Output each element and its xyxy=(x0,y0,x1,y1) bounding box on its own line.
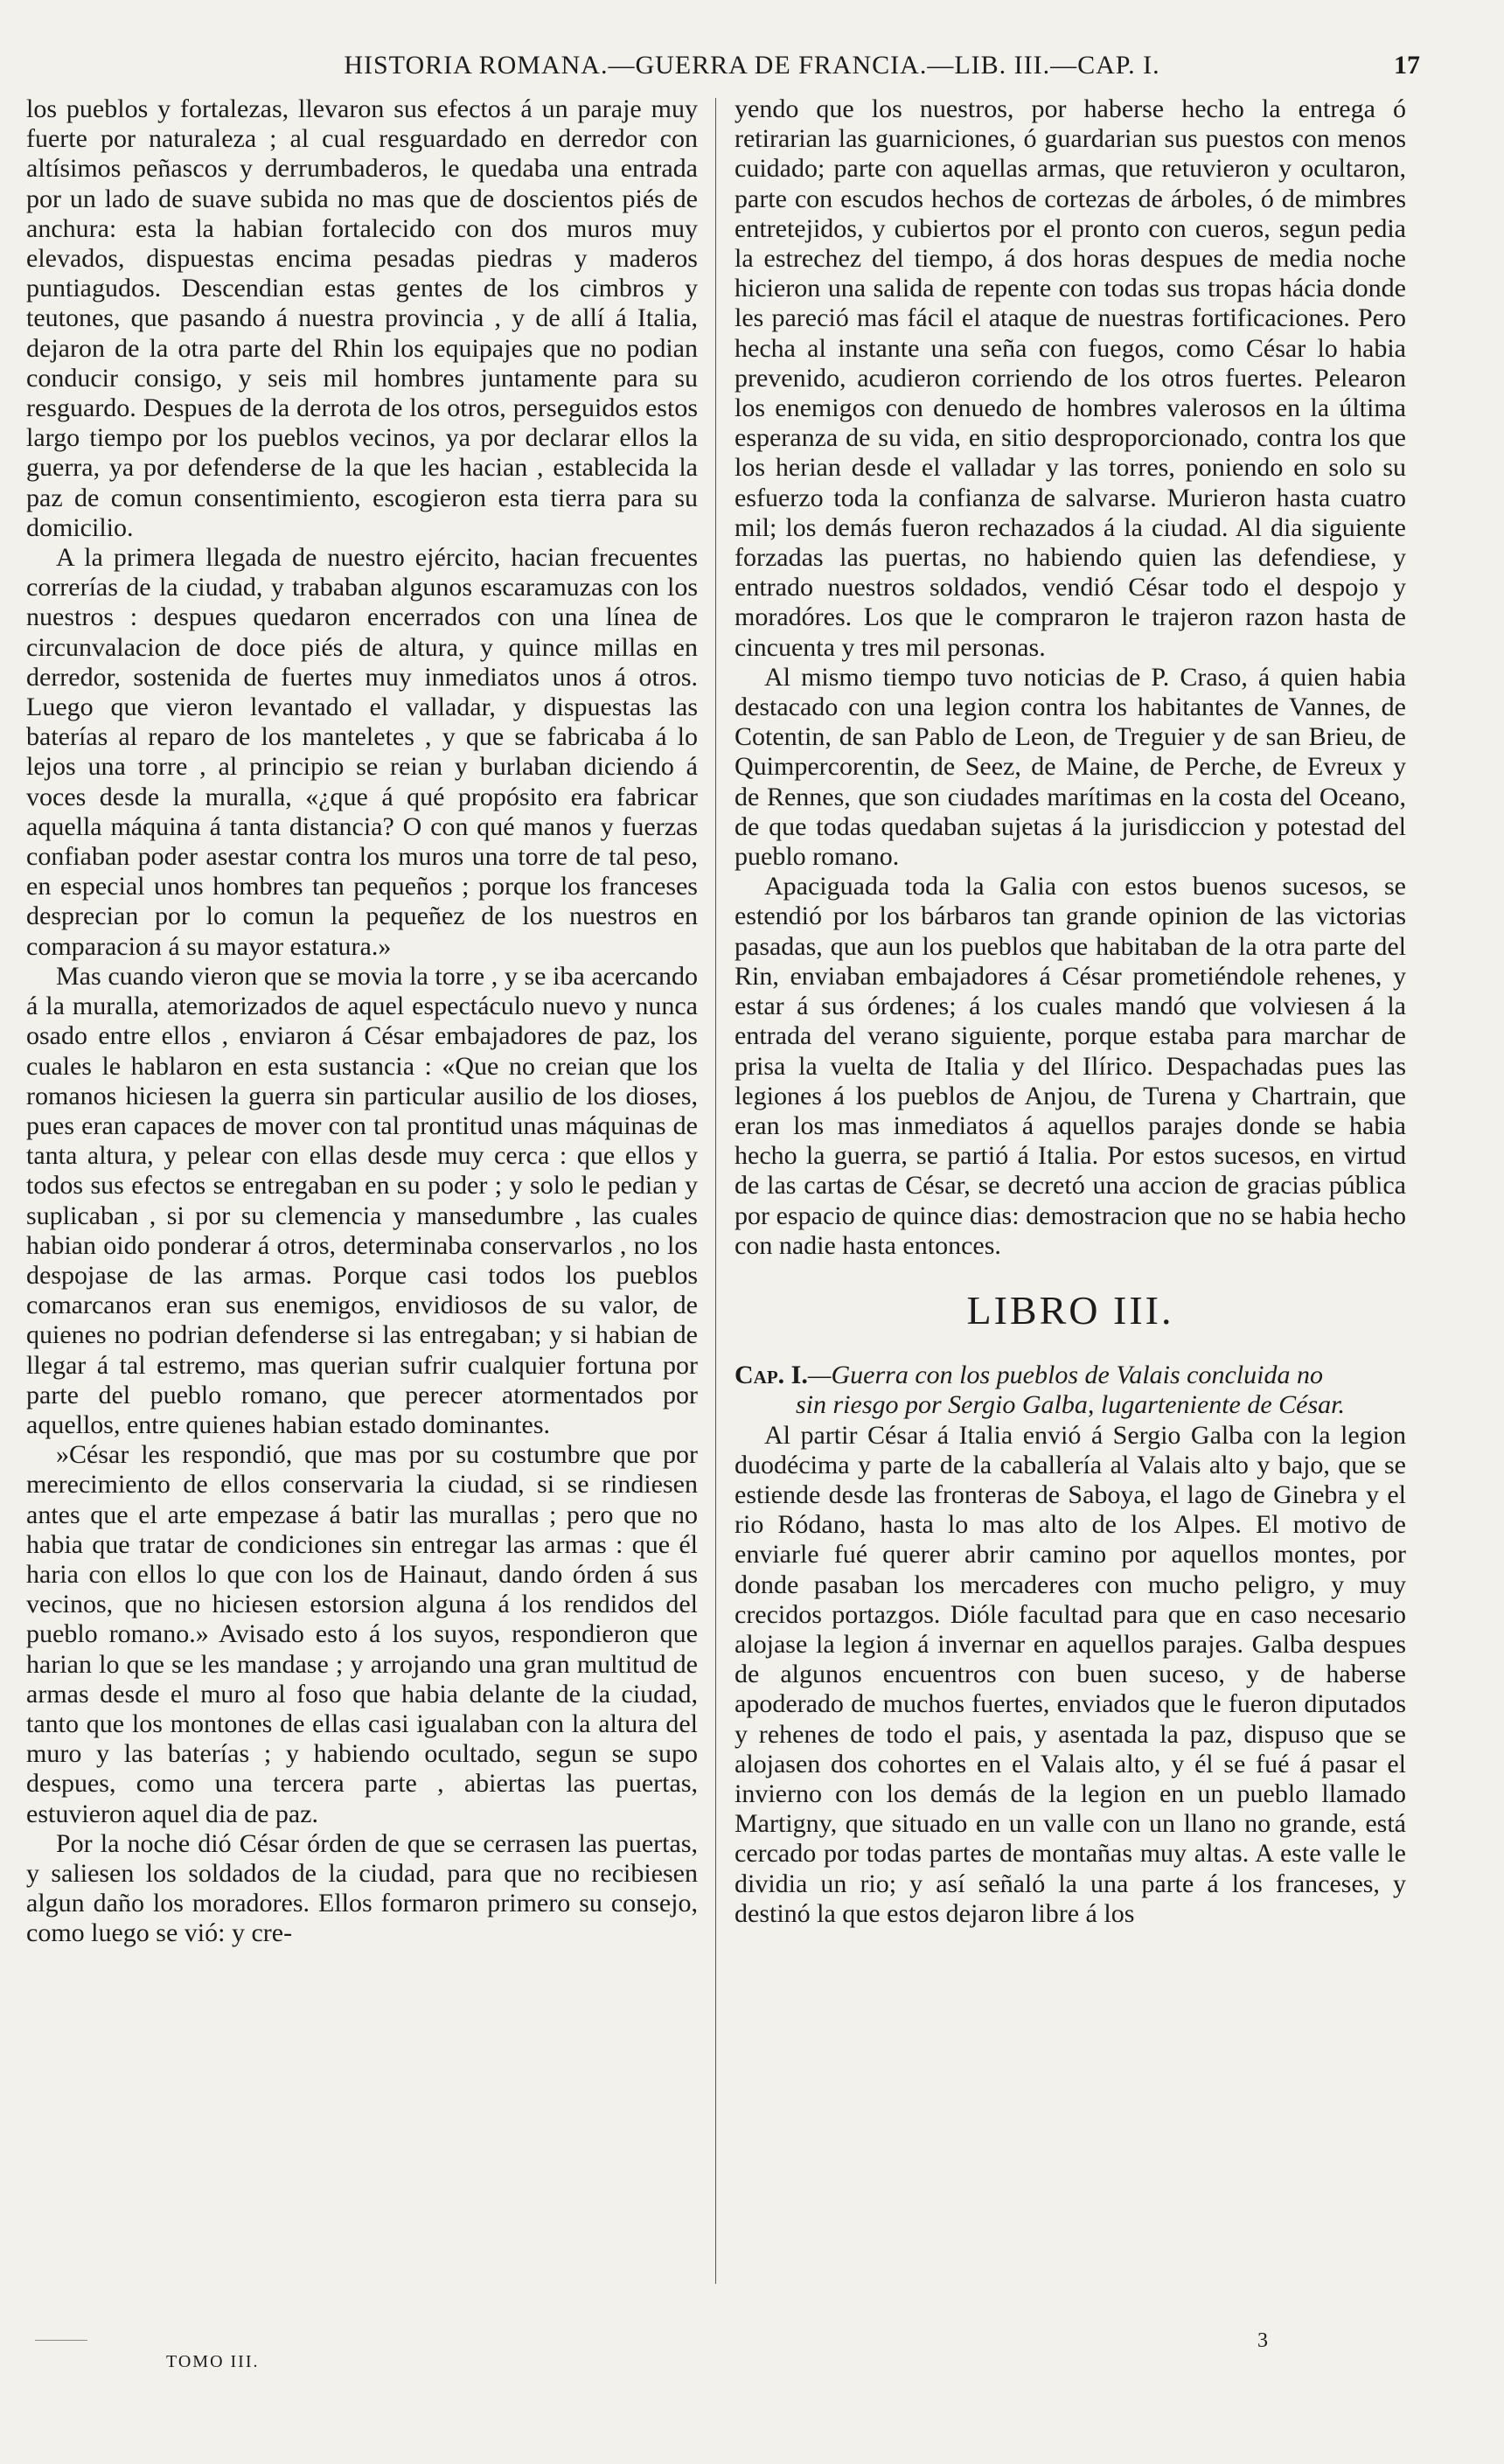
running-head xyxy=(0,51,1504,86)
paragraph: yendo que los nuestros, por haberse hecho la entrega ó retirarian las guarniciones, ó guardarian sus puestos con menos cuidado; parte con aquellas armas, que retuvieron y ocultaron, parte con escudos hechos de cortezas de árboles, ó de mimbres entretejidos, y cubiertos por el pronto con cueros, segun pedia la estrechez del tiempo, á dos horas despues de media noche hicieron una salida de repente con todas sus tropas hácia donde les pareció mas fácil el ataque de nuestras fortificaciones. Pero hecha al instante una seña con fuegos, como César lo habia prevenido, acudieron corriendo de los otros fuertes. Pelearon los enemigos con denuedo de hombres valerosos en la última esperanza de su vida, en sitio desproporcionado, contra los que los herian desde el valladar y las torres, poniendo en solo su esfuerzo toda la confianza de salvarse. Murieron hasta cuatro mil; los demás fueron rechazados á la ciudad. Al dia siguiente forzadas las puertas, no habiendo quien las defendiese, y entrado nuestros soldados, vendió César todo el despojo y moradóres. Los que le compraron le trajeron razon hasta de cincuenta y tres mil personas. xyxy=(735,94,1406,662)
chapter-title-line2: sin riesgo por Sergio Galba, lugarteniente de César. xyxy=(795,1390,1346,1420)
paragraph: A la primera llegada de nuestro ejército, hacian frecuentes correrías de la ciudad, y trababan algunos escaramuzas con los nuestros : despues quedaron encerrados con una línea de circunvalacion de doce piés de altura, y quince millas en derredor, sostenida de fuertes muy inmediatos unos á otros. Luego que vieron levantado el valladar, y dispuestas las baterías al reparo de los manteletes , y que se fabricaba á lo lejos una torre , al principio se reian y burlaban diciendo á voces desde la muralla, «¿que á qué propósito era fabricar aquella máquina á tanta distancia? O con qué manos y fuerzas confiaban poder asestar contra los muros una torre de tal peso, en especial unos hombres tan pequeños ; porque los franceses desprecian por lo comun la pequeñez de los nuestros en comparacion á su mayor estatura.» xyxy=(26,543,698,961)
right-column xyxy=(735,94,1406,1929)
paragraph: los pueblos y fortalezas, llevaron sus efectos á un paraje muy fuerte por naturaleza ; al cual resguardado en derredor con altísimos peñascos y derrumbaderos, le quedaba una entrada por un lado de suave subida no mas que de doscientos piés de anchura: esta la habian fortalecido con dos muros muy elevados, dispuestas encima pesadas piedras y maderos puntiagudos. Descendian estas gentes de los cimbros y teutones, que pasando á nuestra provincia , y de allí á Italia, dejaron de la otra parte del Rhin los equipajes que no podian conducir consigo, y seis mil hombres juntamente para su resguardo. Despues de la derrota de los otros, perseguidos estos largo tiempo por los pueblos vecinos, ya por declarar ellos la guerra, ya por defenderse de la que les hacian , establecida la paz de comun consentimiento, escogieron esta tierra para su domicilio. xyxy=(26,94,698,542)
footer-rule xyxy=(35,2340,87,2341)
chapter-paragraph: Al partir César á Italia envió á Sergio Galba con la legion duodécima y parte de la caballería al Valais alto y bajo, que se estiende desde las fronteras de Saboya, el lago de Ginebra y el rio Ródano, hasta lo mas alto de los Alpes. El motivo de enviarle fué querer abrir camino por aquellos montes, por donde pasaban los mercaderes con mucho peligro, y muy crecidos portazgos. Dióle facultad para que en caso necesario alojase la legion á invernar en aquellos parajes. Galba despues de algunos encuentros con buen suceso, y de haberse apoderado de muchos fuertes, enviados que le fueron diputados y rehenes de todo el pais, y asentada la paz, dispuso que se alojasen dos cohortes en el Valais alto, y él se fué á pasar el invierno con los demás de la legion en un pueblo llamado Martigny, que situado en un valle con un llano no grande, está cercado por todas partes de montañas muy altas. A este valle le dividia un rio; y así señaló la una parte á los franceses, y destinó la que estos dejaron libre á los xyxy=(735,1420,1406,1928)
page-number: 17 xyxy=(1394,51,1420,80)
chapter-label: Cap. I. xyxy=(735,1361,808,1390)
signature-mark: 3 xyxy=(1257,2329,1268,2352)
paragraph: Por la noche dió César órden de que se cerrasen las puertas, y saliesen los soldados de la ciudad, para que no recibiesen algun daño los moradores. Ellos formaron primero su consejo, como luego se vió: y cre- xyxy=(26,1828,698,1948)
paragraph: Al mismo tiempo tuvo noticias de P. Craso, á quien habia destacado con una legion contra los habitantes de Vannes, de Cotentin, de san Pablo de Leon, de Treguier y de san Brieu, de Quimpercorentin, de Seez, de Maine, de Perche, de Evreux y de Rennes, que son ciudades marítimas en la costa del Oceano, de que todas quedaban sujetas á la jurisdiccion y potestad del pueblo romano. xyxy=(735,662,1406,872)
paragraph: Apaciguada toda la Galia con estos buenos sucesos, se estendió por los bárbaros tan grande opinion de las victorias pasadas, que aun los pueblos que habitaban de la otra parte del Rin, enviaban embajadores á César prometiéndole rehenes, y estar á sus órdenes; á los cuales mandó que volviesen á la entrada del verano siguiente, porque estaba para marchar de prisa la vuelta de Italia y del Ilírico. Despachadas pues las legiones á los pueblos de Anjou, de Turena y Chartrain, que eran los mas inmediatos á aquellos parajes donde se habia hecho la guerra, se partió á Italia. Por estos sucesos, en virtud de las cartas de César, se decretó una accion de gracias pública por espacio de quince dias: demostracion que no se habia hecho con nadie hasta entonces. xyxy=(735,872,1406,1260)
book-title: LIBRO III. xyxy=(966,1287,1174,1333)
paragraph: »César les respondió, que mas por su costumbre que por merecimiento de ellos conservaria la ciudad, si se rindiesen antes que el arte empezase á batir las murallas ; pero que no habia que tratar de condiciones sin entregar las armas : que él haria con ellos lo que con los de Hainaut, dando órden á sus vecinos, que no hiciesen estorsion alguna á los rendidos del pueblo romano.» Avisado esto á los suyos, respondieron que harian lo que se les mandase ; y arrojando una gran multitud de armas desde el muro al foso que habia delante de la ciudad, tanto que los montones de ellas casi igualaban con la altura del muro y las baterías ; y habiendo ocultado, segun se supo despues, como una tercera parte , abiertas las puertas, estuvieron aquel dia de paz. xyxy=(26,1440,698,1828)
column-divider xyxy=(715,98,716,2284)
volume-mark: TOMO III. xyxy=(166,2352,260,2371)
chapter-heading xyxy=(735,1361,1406,1420)
running-title: HISTORIA ROMANA.—GUERRA DE FRANCIA.—LIB. III.—CAP. I. xyxy=(344,51,1160,80)
chapter-title-line1: —Guerra con los pueblos de Valais concluida no xyxy=(807,1361,1323,1390)
paragraph: Mas cuando vieron que se movia la torre , y se iba acercando á la muralla, atemorizados de aquel espectáculo nuevo y nunca osado entre ellos , enviaron á César embajadores de paz, los cuales le hablaron en esta sustancia : «Que no creian que los romanos hiciesen la guerra sin particular ausilio de los dioses, pues eran capaces de mover con tal prontitud unas máquinas de tanta altura, y pelear con ellas desde muy cerca : que ellos y todos sus efectos se entregaban en su poder ; y solo le pedian y suplicaban , si por su clemencia y mansedumbre , las cuales habian oido ponderar á otros, determinaba conservarlos , no los despojase de las armas. Porque casi todos los pueblos comarcanos eran sus enemigos, envidiosos de su valor, de quienes no podrian defenderse si las entregaban; y si habian de llegar á tal estremo, mas querian sufrir cualquier fortuna por parte del pueblo romano, que perecer atormentados por aquellos, entre quienes habian estado dominantes. xyxy=(26,961,698,1439)
left-column xyxy=(26,94,698,1949)
